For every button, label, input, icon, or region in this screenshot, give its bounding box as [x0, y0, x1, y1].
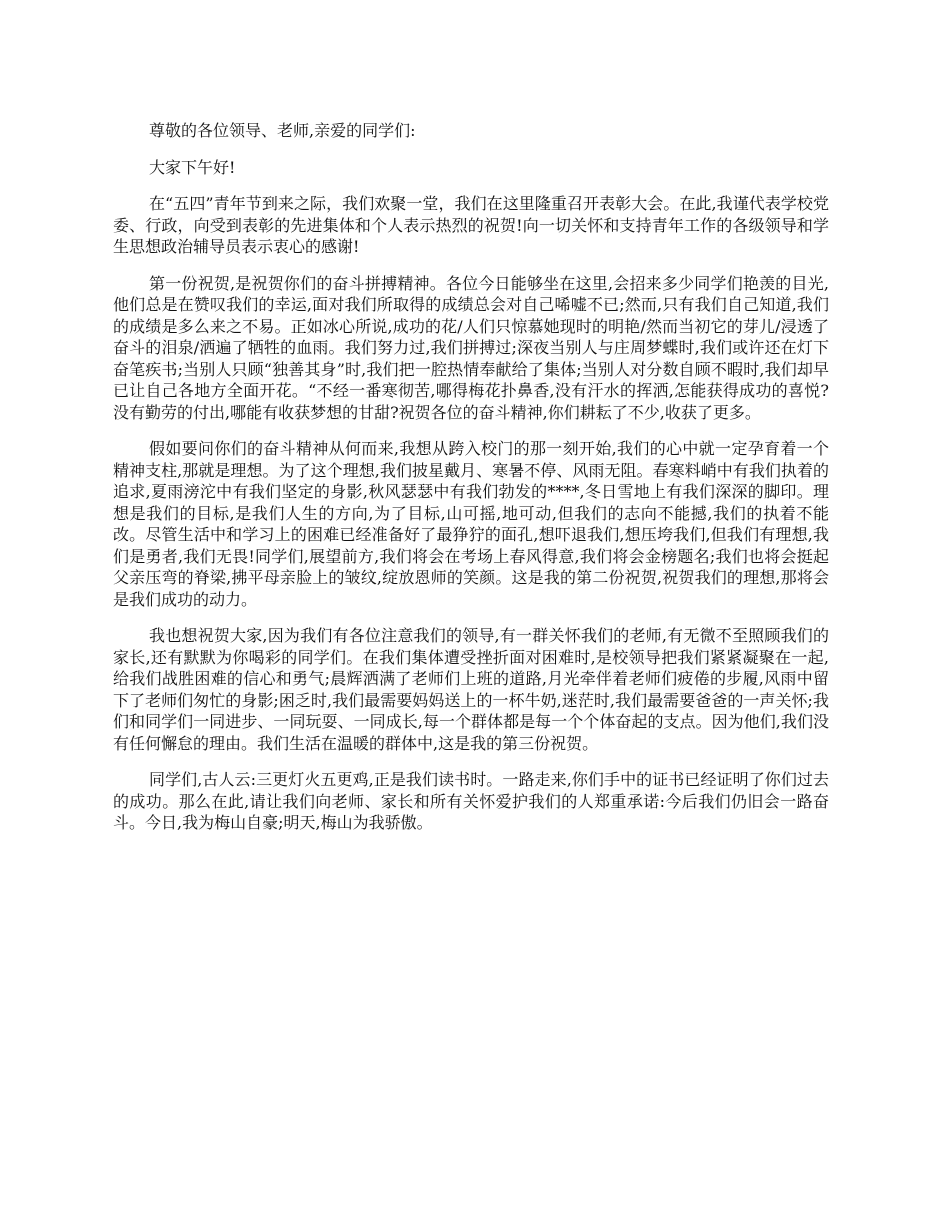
salutation: 尊敬的各位领导、老师,亲爱的同学们: [149, 121, 416, 140]
body-paragraph: 在“五四”青年节到来之际，我们欢聚一堂，我们在这里隆重召开表彰大会。在此,我谨代表学校党委、行政，向受到表彰的先进集体和个人表示热烈的祝贺!向一切关怀和支持青年工作的各级领导和学生思想政治辅导员表示衷心的感谢! [113, 194, 829, 256]
body-paragraph: 假如要问你们的奋斗精神从何而来,我想从跨入校门的那一刻开始,我们的心中就一定孕育着一个精神支柱,那就是理想。为了这个理想,我们披星戴月、寒暑不停、风雨无阻。春寒料峭中有我们执着的追求,夏雨滂沱中有我们坚定的身影,秋风瑟瑟中有我们勃发的****,冬日雪地上有我们深深的脚印。理想是我们的目标,是我们人生的方向,为了目标,山可摇,地可动,但我们的志向不能撼,我们的执着不能改。尽管生活中和学习上的困难已经准备好了最狰狞的面孔,想吓退我们,想压垮我们,但我们有理想,我们是勇者,我们无畏!同学们,展望前方,我们将会在考场上春风得意,我们将会金榜题名;我们也将会挺起父亲压弯的脊梁,拂平母亲脸上的皱纹,绽放恩师的笑颜。这是我的第二份祝贺,祝贺我们的理想,那将会是我们成功的动力。 [113, 439, 829, 609]
body-paragraph: 第一份祝贺,是祝贺你们的奋斗拼搏精神。各位今日能够坐在这里,会招来多少同学们艳羡的目光,他们总是在赞叹我们的幸运,面对我们所取得的成绩总会对自己唏嘘不已;然而,只有我们自己知道,我们的成绩是多么来之不易。正如冰心所说,成功的花/人们只惊慕她现时的明艳/然而当初它的芽儿/浸透了奋斗的泪泉/洒遍了牺牲的血雨。我们努力过,我们拼搏过;深夜当别人与庄周梦蝶时,我们或许还在灯下奋笔疾书;当别人只顾“独善其身”时,我们把一腔热情奉献给了集体;当别人对分数自顾不暇时,我们却早已让自己各地方全面开花。“不经一番寒彻苦,哪得梅花扑鼻香,没有汗水的挥洒,怎能获得成功的喜悦?没有勤劳的付出,哪能有收获梦想的甘甜?祝贺各位的奋斗精神,你们耕耘了不少,收获了更多。 [113, 273, 829, 422]
closing-paragraph: 同学们,古人云:三更灯火五更鸡,正是我们读书时。一路走来,你们手中的证书已经证明了你们过去的成功。那么在此,请让我们向老师、家长和所有关怀爱护我们的人郑重承诺:今后我们仍旧会一路奋斗。今日,我为梅山自豪;明天,梅山为我骄傲。 [113, 770, 829, 832]
greeting: 大家下午好! [149, 157, 236, 177]
body-paragraph: 我也想祝贺大家,因为我们有各位注意我们的领导,有一群关怀我们的老师,有无微不至照顾我们的家长,还有默默为你喝彩的同学们。在我们集体遭受挫折面对困难时,是校领导把我们紧紧凝聚在一起,给我们战胜困难的信心和勇气;晨辉洒满了老师们上班的道路,月光牵伴着老师们疲倦的步履,风雨中留下了老师们匆忙的身影;困乏时,我们最需要妈妈送上的一杯牛奶,迷茫时,我们最需要爸爸的一声关怀;我们和同学们一同进步、一同玩耍、一同成长,每一个群体都是每一个个体奋起的支点。因为他们,我们没有任何懈怠的理由。我们生活在温暖的群体中,这是我的第三份祝贺。 [113, 626, 829, 753]
document-body [113, 120, 829, 849]
